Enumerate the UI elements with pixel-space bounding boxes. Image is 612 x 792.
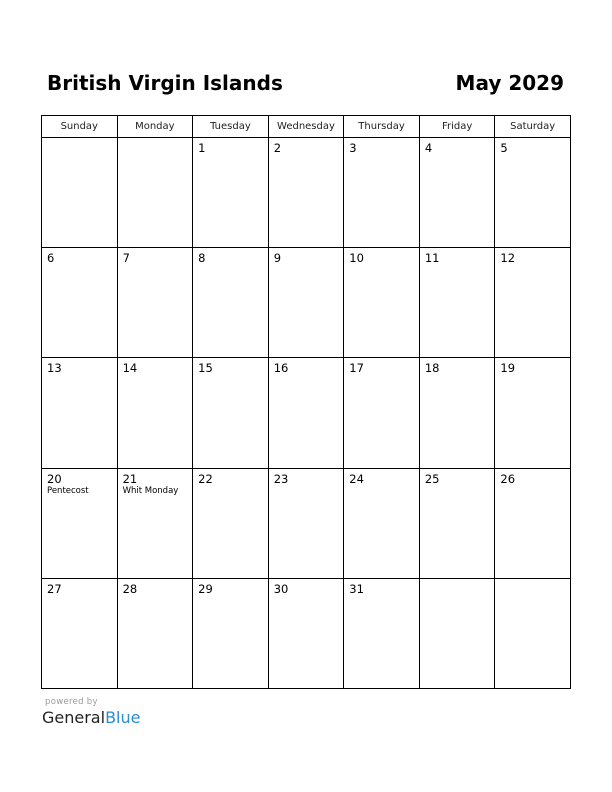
week-row-1 — [42, 138, 571, 248]
day-number: 29 — [198, 581, 213, 596]
week-row-2 — [42, 248, 571, 358]
day-cell — [193, 248, 269, 358]
weekday-sunday: Sunday — [42, 116, 118, 138]
day-cell — [419, 578, 495, 688]
day-number: 1 — [198, 141, 206, 155]
day-cell — [344, 358, 420, 468]
day-number: 10 — [349, 251, 364, 266]
day-number: 22 — [198, 471, 213, 486]
month-year-title: May 2029 — [455, 71, 564, 95]
day-cell — [495, 248, 571, 358]
day-number: 31 — [349, 581, 364, 596]
day-number: 2 — [273, 141, 282, 155]
day-number: 25 — [424, 471, 440, 486]
day-number: 30 — [273, 581, 289, 596]
day-number: 20 — [47, 471, 62, 486]
day-cell — [344, 248, 420, 358]
day-cell — [117, 578, 193, 688]
day-number: 9 — [273, 251, 282, 266]
day-cell — [42, 578, 118, 688]
day-cell — [193, 358, 269, 468]
day-cell — [117, 358, 193, 468]
day-number: 28 — [122, 581, 138, 596]
weekday-tuesday: Tuesday — [193, 116, 269, 138]
weekday-wednesday: Wednesday — [268, 116, 344, 138]
day-number: 13 — [47, 361, 62, 376]
powered-by-label: powered by — [45, 697, 98, 707]
day-number: 26 — [500, 471, 516, 486]
day-number: 8 — [198, 251, 206, 266]
day-cell — [344, 468, 420, 578]
day-number: 4 — [424, 141, 433, 155]
day-number: 15 — [198, 361, 213, 376]
day-cell — [193, 468, 269, 578]
calendar-grid — [41, 115, 571, 689]
day-cell — [268, 358, 344, 468]
day-cell — [42, 248, 118, 358]
holiday-label: Pentecost — [47, 485, 89, 496]
day-cell — [344, 578, 420, 688]
weekday-thursday: Thursday — [344, 116, 420, 138]
week-row-4 — [42, 468, 571, 578]
week-row-3 — [42, 358, 571, 468]
day-cell — [42, 468, 118, 578]
brand-name-part2: Blue — [105, 708, 141, 727]
day-cell — [419, 468, 495, 578]
day-number: 16 — [273, 361, 289, 376]
weekday-header-row — [42, 116, 571, 138]
day-number: 23 — [273, 471, 289, 486]
day-cell — [419, 248, 495, 358]
day-cell — [193, 578, 269, 688]
week-row-5 — [42, 578, 571, 688]
day-number: 11 — [424, 251, 440, 266]
day-cell — [495, 138, 571, 248]
day-cell — [495, 578, 571, 688]
day-number: 7 — [122, 251, 130, 266]
day-cell — [268, 468, 344, 578]
generalblue-logo[interactable] — [42, 708, 140, 727]
day-cell — [193, 138, 269, 248]
day-cell — [117, 468, 193, 578]
day-number: 6 — [47, 251, 55, 266]
day-cell — [495, 468, 571, 578]
country-title: British Virgin Islands — [47, 71, 283, 95]
day-cell — [117, 248, 193, 358]
day-cell — [117, 138, 193, 248]
holiday-label: Whit Monday — [122, 485, 179, 496]
day-number: 24 — [349, 471, 364, 486]
day-number: 27 — [47, 581, 62, 596]
day-cell — [419, 358, 495, 468]
day-cell — [344, 138, 420, 248]
day-cell — [268, 578, 344, 688]
day-number: 21 — [122, 471, 138, 486]
weekday-monday: Monday — [117, 116, 193, 138]
day-cell — [268, 138, 344, 248]
brand-name-part1: General — [42, 708, 106, 727]
day-number: 19 — [500, 361, 516, 376]
day-number: 18 — [424, 361, 440, 376]
day-cell — [495, 358, 571, 468]
day-cell — [268, 248, 344, 358]
day-cell — [419, 138, 495, 248]
day-number: 5 — [500, 141, 508, 155]
day-number: 12 — [500, 251, 516, 266]
day-cell — [42, 138, 118, 248]
day-number: 3 — [349, 141, 357, 155]
day-number: 17 — [349, 361, 364, 376]
day-cell — [42, 358, 118, 468]
day-number: 14 — [122, 361, 138, 376]
weekday-friday: Friday — [419, 116, 495, 138]
weekday-saturday: Saturday — [495, 116, 571, 138]
